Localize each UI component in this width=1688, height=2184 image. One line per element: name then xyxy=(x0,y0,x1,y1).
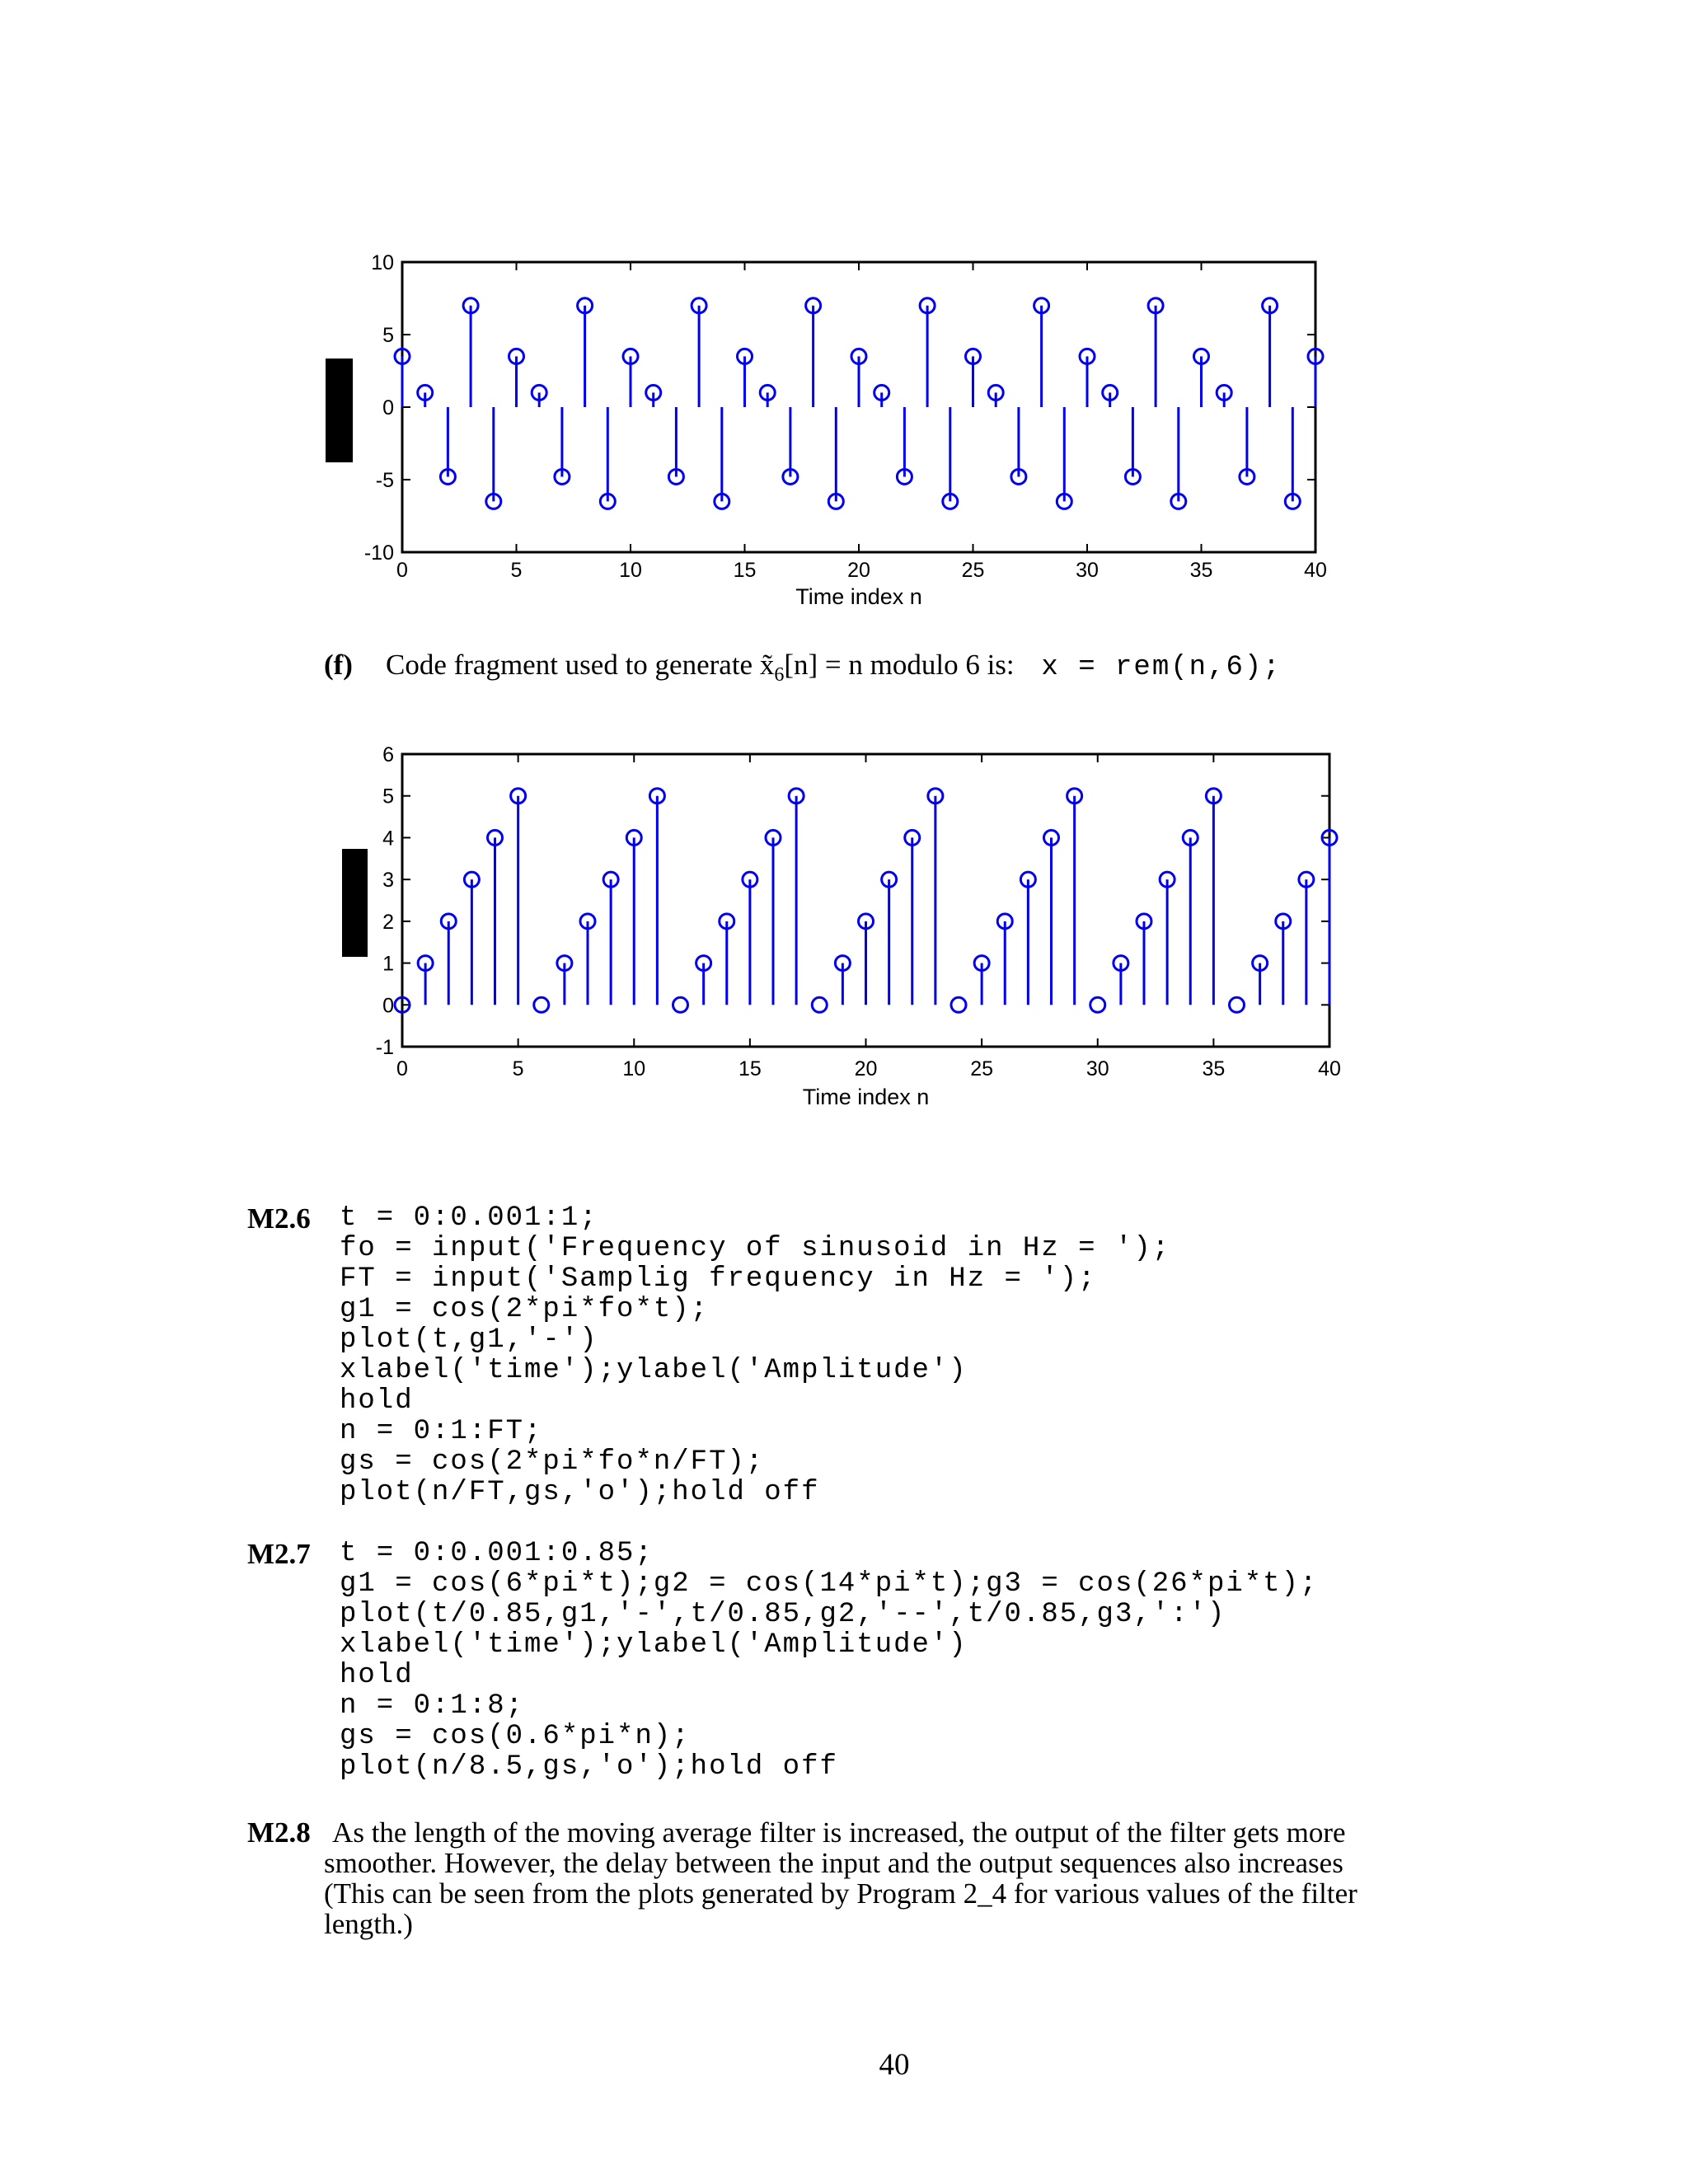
x-tick-label: 40 xyxy=(1318,1057,1341,1080)
stem-marker xyxy=(534,997,549,1012)
y-tick-label: -5 xyxy=(375,469,394,492)
m27-code-line: plot(n/8.5,gs,'o');hold off xyxy=(340,1751,838,1783)
x-axis-title: Time index n xyxy=(795,584,922,609)
x-tick-label: 25 xyxy=(961,559,985,582)
x-tick-label: 5 xyxy=(512,1057,524,1080)
caption-f-subscript: 6 xyxy=(774,664,785,686)
y-tick-label: 5 xyxy=(382,785,394,808)
x-tick-label: 0 xyxy=(396,559,408,582)
m27-code-line: xlabel('time');ylabel('Amplitude') xyxy=(340,1629,968,1661)
m27-label: M2.7 xyxy=(247,1538,311,1570)
x-tick-label: 40 xyxy=(1304,559,1327,582)
caption-f-text-prefix: Code fragment used to generate xyxy=(385,649,753,681)
m27-code-line: n = 0:1:8; xyxy=(340,1690,525,1722)
x-tick-label: 5 xyxy=(510,559,523,582)
x-tick-label: 10 xyxy=(619,559,642,582)
m26-code-line: xlabel('time');ylabel('Amplitude') xyxy=(340,1355,968,1386)
m27-code-line: g1 = cos(6*pi*t);g2 = cos(14*pi*t);g3 = cos(26*pi*t); xyxy=(340,1568,1319,1600)
x-tick-label: 20 xyxy=(854,1057,878,1080)
y-tick-label: 2 xyxy=(382,910,394,934)
x-tick-label: 25 xyxy=(970,1057,994,1080)
x-tick-label: 35 xyxy=(1202,1057,1226,1080)
stem-marker xyxy=(673,997,688,1012)
m26-code-line: hold xyxy=(340,1385,414,1417)
y-tick-label: 10 xyxy=(371,251,394,274)
chart-modulo-6-sequence xyxy=(342,743,1341,1109)
y-tick-label: 1 xyxy=(382,952,394,976)
caption-f-code: x = rem(n,6); xyxy=(1041,652,1282,683)
x-tick-label: 15 xyxy=(733,559,757,582)
m28-label: M2.8 xyxy=(247,1816,311,1849)
caption-f-symbol: x̃ xyxy=(759,649,775,681)
x-tick-label: 10 xyxy=(622,1057,646,1080)
y-tick-label: 5 xyxy=(382,324,394,347)
m26-code-line: t = 0:0.001:1; xyxy=(340,1202,598,1234)
m26-code-line: fo = input('Frequency of sinusoid in Hz = '); xyxy=(340,1233,1171,1264)
m27-code-line: plot(t/0.85,g1,'-',t/0.85,g2,'--',t/0.85,g3,':') xyxy=(340,1599,1226,1630)
m26-code-line: gs = cos(2*pi*fo*n/FT); xyxy=(340,1446,765,1478)
m26-code-line: n = 0:1:FT; xyxy=(340,1416,543,1447)
m26-code-line: FT = input('Samplig frequency in Hz = '); xyxy=(340,1263,1097,1295)
y-tick-label: 4 xyxy=(382,827,394,851)
x-tick-label: 35 xyxy=(1189,559,1213,582)
m27-code-line: t = 0:0.001:0.85; xyxy=(340,1538,654,1569)
page-number: 40 xyxy=(879,2048,910,2082)
m27-code-line: hold xyxy=(340,1660,414,1691)
m26-label: M2.6 xyxy=(247,1202,311,1235)
m28-line-3: (This can be seen from the plots generated by Program 2_4 for various values of the filter xyxy=(324,1877,1357,1910)
stem-marker xyxy=(812,997,827,1012)
caption-f-label: (f) xyxy=(324,649,353,681)
m28-line-4: length.) xyxy=(324,1908,413,1940)
stem-marker xyxy=(1230,997,1245,1012)
x-tick-label: 30 xyxy=(1085,1057,1109,1080)
stem-marker xyxy=(1090,997,1105,1012)
ylabel-bar xyxy=(342,849,368,957)
stem-marker xyxy=(951,997,966,1012)
ylabel-bar xyxy=(326,359,353,462)
x-axis-title: Time index n xyxy=(802,1085,930,1109)
m28-paragraph xyxy=(247,1817,1533,1939)
m26-code-line: plot(n/FT,gs,'o');hold off xyxy=(340,1477,820,1508)
m28-line-1: As the length of the moving average filter is increased, the output of the filter gets more xyxy=(332,1816,1346,1849)
caption-f xyxy=(324,647,1282,693)
y-tick-label: 0 xyxy=(382,994,394,1018)
y-tick-label: -1 xyxy=(375,1036,394,1059)
m27-code-line: gs = cos(0.6*pi*n); xyxy=(340,1721,691,1752)
x-tick-label: 20 xyxy=(847,559,870,582)
x-tick-label: 30 xyxy=(1076,559,1099,582)
m26-code-line: plot(t,g1,'-') xyxy=(340,1324,598,1356)
m28-line-2: smoother. However, the delay between the input and the output sequences also increases xyxy=(324,1847,1343,1879)
chart-periodic-sequence xyxy=(326,251,1327,609)
caption-f-text-mid: [n] = n modulo 6 is: xyxy=(784,649,1015,681)
x-tick-label: 0 xyxy=(396,1057,408,1080)
y-tick-label: 3 xyxy=(382,869,394,893)
y-tick-label: -10 xyxy=(363,541,394,565)
x-tick-label: 15 xyxy=(738,1057,762,1080)
m27-code xyxy=(340,1539,1318,1783)
m26-code xyxy=(340,1203,1170,1508)
y-tick-label: 0 xyxy=(382,396,394,419)
y-tick-label: 6 xyxy=(382,743,394,766)
m26-code-line: g1 = cos(2*pi*fo*t); xyxy=(340,1294,710,1325)
